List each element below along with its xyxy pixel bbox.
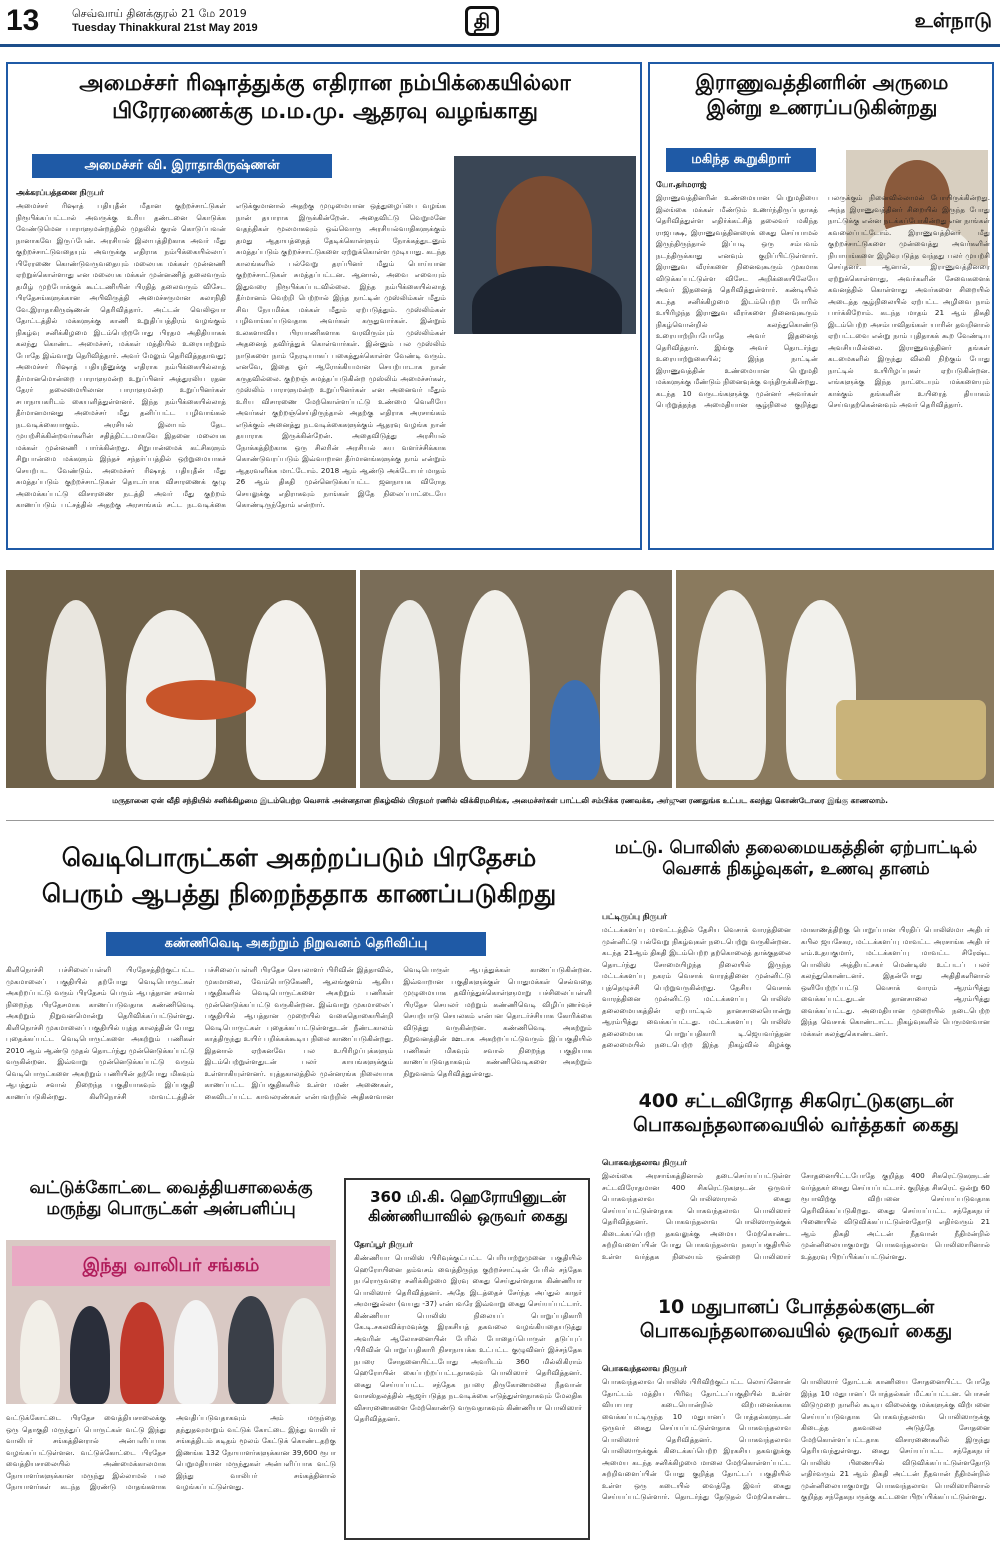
story-cigarettes-byline: பொகவந்தலாவ நிருபர் <box>602 1158 687 1167</box>
section-name: உள்நாடு <box>914 8 992 32</box>
vesak-photo-2 <box>360 570 672 788</box>
date-english: Tuesday Thinakkural 21st May 2019 <box>72 22 258 34</box>
story-heroin-box <box>344 1178 590 1540</box>
story-cigarettes-headline: 400 சட்டவிரோத சிகரெட்டுகளுடன் பொகவந்தலாவையில் வர்த்தகர் கைது <box>633 1090 959 1136</box>
story-vesak-police <box>598 830 994 1080</box>
story-cigarettes <box>598 1082 994 1282</box>
story-army-body: இராணுவத்தினரின் உண்மையான பெறுமதியை இலங்கை மக்கள் மீண்டும் உணர்ந்திருப்பதாகத் தெரிவித்துள்ள எதிர்க்கட்சித் தலைவர் மகிந்த ராஜபக்ஷ, இராணுவத்தினரைக் கைது செய்யாமல் இருந்திருந்தால் இப்படி ஒரு சம்பவம் நடந்திருக்காது எனவும் குறிப்பிட்டுள்ளார். இராணுவ வீரர்களை நினைவுகூரும் முகமாக விடுக்கப்பட்டுள்ள விசேட அறிக்கையிலேயே அவர் இதனைத் தெரிவித்துள்ளார். கண்டியில் கடந்த சனிக்கிழமை இடம்பெற்ற போரில் உயிரிழந்த இராணுவ வீரர்களை நினைவுகூரும் நிகழ்வொன்றில் கலந்துகொண்டு உரையாற்றியபோதே அவர் இதனைத் தெரிவித்தார். இங்கு அவர் தொடர்ந்து உரையாற்றுகையில்; இந்த நாட்டின் இராணுவத்தின் உண்மையான பெறுமதி மக்களுக்கு மீண்டும் நினைவுக்கு வந்திருக்கின்றது. கடந்த 10 வருடங்களுக்கு முன்னர் அவர்கள் பெற்றுத்தந்த அமைதியான சூழ்நிலை குறித்து பலருக்கும் நினைவில்லாமல் போயிருக்கின்றது. அந்த இராணுவத்தினர் சிறையில் இருந்த போது நாட்டுக்கு என்ன நடக்கப்போகின்றது என நாங்கள் கவலைப்பட்டோம். இராணுவத்தினர் மீது குற்றச்சாட்டுகளை முன்வைத்து அவர்களின் நியாயங்களை இழிவுபடுத்த வந்தது பலர் முயற்சி செய்தனர். ஆனால், இராணுவத்தினரை ஏற்றுக்கொள்ளாது, அவர்களின் சேவைகளைக் கவனத்தில் கொள்ளாது அவர்களை சிறையில் அடைத்த சூழ்நிலையில் ஏற்பட்ட அழிவை நாம் பார்க்கிறோம். கடந்த மாதம் 21 ஆம் திகதி இடம்பெற்ற அசம்பாவிதங்கள் யாரின் தவறினால் ஏற்பட்டவை என்று நாம் புதிதாகக் கூற வேண்டிய அவசியமில்லை. இராணுவத்தினர் தங்கள் கடமைகளில் இருந்து விலகி நிற்கும் போது நாட்டில் உயிரிழப்புகள் ஏற்படுகின்றன. எங்களுக்கு இந்த நாட்டையும் மக்களையும் காக்கும் தங்களின் உயிரைத் தியாகம் செய்வதற்கென்னவும் அவர் தெரிவித்தார். <box>656 193 990 409</box>
donation-photo <box>6 1240 336 1404</box>
story-rishad-box <box>6 62 642 550</box>
story-liquor <box>598 1290 994 1540</box>
photo-caption: மருதானை ஏன் வீதி சந்தியில் சனிக்கிழமை இடம்பெற்ற வெசாக் அன்னதான நிகழ்வில் பிரதமர் ரணில் விக்கிரமசிங்க, அமைச்சர்கள் பாட்டலி சம்பிக்க ரணவக்க, அர்ஜுன ரணதுங்க உட்பட கலந்து கொண்டோரை இங்கு காணலாம். <box>112 796 888 805</box>
newspaper-logo: தி <box>465 6 499 36</box>
story-cigarettes-body: இலங்கை அரசாங்கத்தினால் தடைசெய்யப்பட்டுள்ள சட்டவிரோதமான 400 சிகரெட்டுகளுடன் ஒருவர் பொகவந்தலாவ பொலிஸாரால் கைது செய்யப்பட்டுள்ளதாக பொகவந்தலாவ பொலிஸார் தெரிவித்தனர். பொகவந்தலாவ பொலிஸாருக்குக் கிடைக்கப்பெற்ற தகவலுக்கு அமைய மேற்கொண்ட சுற்றிவளைப்பின் போது பொகவந்தலாவ நகரப்பகுதியில் உள்ள வர்த்தக நிலையம் ஒன்றை பொலிஸார் சோதனையிட்டபோதே குறித்த 400 சிகரெட்டுகளுடன் வர்த்தகர் கைது செய்யப்பட்டார். குறித்த சிகரெட் ஒன்று 60 ரூபாவிற்கு விற்பனை செய்யப்படுவதாக தெரிவிக்கப்படுகிறது. கைது செய்யப்பட்ட சந்தேகநபர் பிணையில் விடுவிக்கப்பட்டுள்ளதோடு எதிர்வரும் 21 ஆம் திகதி அட்டன் நீதவான் நீதிமன்றில் முன்னிலையாகுமாறு பொகவந்தலாவ பொலிஸாரினால் உத்தரவு பிறப்பிக்கப்பட்டுள்ளது. <box>602 1171 990 1261</box>
story-hospital <box>6 1172 336 1542</box>
story-army-strip: மகிந்த கூறுகிறார் <box>666 148 816 172</box>
story-liquor-headline: 10 மதுபானப் போத்தல்களுடன் பொகவந்தலாவையில் ஒருவர் கைது <box>639 1296 953 1342</box>
header-divider <box>0 44 1000 47</box>
story-mines-strip: கண்ணிவெடி அகற்றும் நிறுவனம் தெரிவிப்பு <box>106 932 486 956</box>
story-rishad-byline: அக்கரப்பத்தனை நிருபர் <box>16 188 104 197</box>
story-liquor-body: பொகவந்தலாவ பொலிஸ் பிரிவிற்குட்பட்ட லொய்னோன் தோட்டம் மத்திய பிரிவு தோட்டப்பகுதியில் உள்ள வியாபார கடையொன்றில் விற்பனைக்காக வைக்கப்பட்டிருந்த 10 மதுபானப் போத்தல்களுடன் ஒருவர் கைது செய்யப்பட்டுள்ளதாக பொகவந்தலாவ பொலிஸார் தெரிவித்தனர். பொகவந்தலாவ பொலிஸாருக்குக் கிடைக்கப்பெற்ற இரகசிய தகவலுக்கு அமைய கடந்த சனிக்கிழமை மாலை மேற்கொள்ளப்பட்ட சுற்றிவளைப்பின் போது குறித்த தோட்டப் பகுதியில் உள்ள ஒரு கடையில் வைத்தே இவர் கைது செய்யப்பட்டுள்ளார். தொடர்ந்து தேடுதல் மேற்கொண்ட பொலிஸார் தோட்டக் காணியை சோதனையிட்ட போதே இந்த 10 மதுபானப் போத்தல்கள் மீட்கப்பட்டன. பொசன் விடுமுறை நாளில் கூடிய விலைக்கு மக்களுக்கு விற்பனை செய்யப்படுவதாக பொகவந்தலாவ பொலிஸாருக்கு கிடைத்த தகவலை அடுத்தே சோதனை மேற்கொள்ளப்பட்டதாக விசாரணைகளில் இருந்து தெரியவந்துள்ளது. கைது செய்யப்பட்ட சந்தேகநபர் பொலிஸ் பிணையில் விடுவிக்கப்பட்டுள்ளதோடு எதிர்வரும் 21 ஆம் திகதி அட்டன் நீதவான் நீதிமன்றில் முன்னிலையாகுமாறு பொகவந்தலாவ பொலிஸாரினால் குறித்த சந்தேகநபருக்கு கட்டளை பிறப்பிக்கப்பட்டுள்ளது. <box>602 1377 990 1501</box>
page-number: 13 <box>6 4 40 37</box>
story-rishad-headline: அமைச்சர் ரிஷாத்துக்கு எதிரான நம்பிக்கையில்லா பிரேரணைக்கு ம.ம.மு. ஆதரவு வழங்காது <box>79 71 571 124</box>
masthead-date <box>72 6 258 36</box>
story-vesak-headline: மட்டு. பொலிஸ் தலைமையகத்தின் ஏற்பாட்டில் வெசாக் நிகழ்வுகள், உணவு தானம் <box>614 838 978 880</box>
story-mines <box>6 830 592 1170</box>
story-vesak-byline: பட்டிருப்பு நிருபர் <box>602 912 667 921</box>
vesak-photo-strip <box>6 570 994 788</box>
story-rishad-body: அமைச்சர் ரிஷாத் பதியுதீன் மீதான குற்றச்சாட்டுகள் நிரூபிக்கப்பட்டால் அவருக்கு உரிய தண்டனை கொடுக்க வேண்டுமென பாராளுமன்றத்தில் முதலில் குரல் கொடுப்பவன் நானாகவே இருப்பேன். அரசியல் இலாபத்திற்காக அவர் மீது குற்றச்சாட்டுவதையும் அவருக்கு எதிராக நம்பிக்கையில்லாப் பிரேரணை கொண்டுவருவதையும் மலையக மக்கள் முன்னணி ஏற்றுக்கொள்ளாது என மலையக மக்கள் முன்னணித் தலைவரும் தமிழ் முற்போக்குக் கூட்டணியின் பிரதித் தலைவரும் விசேட பிரதேசங்களுக்கான அபிவிருத்தி அமைச்சருமான கலாநிதி வே.இராதாகிருஷ்ணன் தெரிவித்தார். அட்டன் வெலிஓயா தோட்டத்தில் மக்களுக்கு காணி உறுதிப்பத்திரம் வழங்கும் நிகழ்வு சனிக்கிழமை இடம்பெற்றபோது பிரதம அதிதியாகக் கலந்து கொண்ட அமைச்சர், மக்கள் மத்தியில் உரையாற்றும் போதே இவ்வாறு தெரிவித்தார். அவர் மேலும் தெரிவித்ததாவது; அமைச்சர் ரிஷாத் பதியுதீனுக்கு எதிராக நம்பிக்கையில்லாத் தீர்மானமொன்றை பாராளுமன்ற உறுப்பினர் அத்துரலிய ரதன தேரர் தலைமையிலான பாராளுமன்ற உறுப்பினர்கள் சபாநாயகரிடம் கையளித்துள்ளனர். இந்த நம்பிக்கையில்லாத் தீர்மானமானது அமைச்சர் மீது தனிப்பட்ட பழிவாங்கல் நடவடிக்கையாகும். அரசியல் இலாபம் தேட முயற்சிக்கின்றவர்களின் சதித்திட்டமாகவே இதனை மலையக மக்கள் முன்னணி பார்க்கின்றது. சிறுபான்மைக் கட்சிகளும் சிறுபான்மை மக்களும் இந்தச் சந்தர்ப்பத்தில் ஒற்றுமையாகச் செயற்பட வேண்டும். அமைச்சர் ரிஷாத் பதியுதீன் மீது சுமத்தப்படும் குற்றச்சாட்டுகள் தொடர்பாக விசாரணைக் குழு அமைக்கப்பட்டு விசாரணை நடத்தி அவர் மீது குற்றம் காணப்படும் பட்சத்தில் அதற்கு அரசாங்கம் சட்ட நடவடிக்கை எடுக்குமானால் அதற்கு முழுமையான ஒத்துழைப்பை வழங்க நான் தயாராக இருக்கின்றேன். அதைவிட்டு வெறுமனே வதந்திகள் மூலமாகவும் ஒவ்வொரு அரசியல்வாதிகளுக்கும் தமது ஆதாயத்தைத் தேடிக்கொள்ளும் நோக்கத்துடனும் சுமத்தப்படும் குற்றச்சாட்டுகளை ஏற்றுக்கொள்ள முடியாது. கடந்த காலங்களில் பல்வேறு தரப்பினர் மீதும் பொய்யான குற்றச்சாட்டுகள் சுமத்தப்பட்டன. ஆனால், அவை எவையும் இதுவரை நிரூபிக்கப்படவில்லை. இந்த நம்பிக்கையில்லாத் தீர்மானம் வெற்றி பெற்றால் இந்த நாட்டின் முஸ்லிம்கள் மீதும் சிவ நேயமிக்க மக்கள் மீதும் ஏற்படுத்தும். முஸ்லிம்கள் பழிவாங்கப்படுவதாக அவர்கள் கருதுவார்கள். இன்றும் உலகளாவிய பிரயாணிகளாக வரவிரும்பும் முஸ்லிம்கள் அதனைத் தவிர்த்துக் கொள்வார்கள். இன்னும் பல முஸ்லிம் நாடுகளை நாம் நேரடியாகப் பகைத்துக்கொள்ள வேண்டி வரும். எனவே, இதை ஓர் ஆரோக்கியமான செயற்பாடாக நான் கருதவில்லை. குற்றஞ் சுமத்தப்படுகின்ற முஸ்லிம் அமைச்சர்கள், முஸ்லிம் பாராளுமன்ற உறுப்பினர்கள் என அனைவர் மீதும் உரிய விசாரணை மேற்கொள்ளப்பட்டு உண்மை வெளியே அவர்கள் குற்றஞ்செய்திருந்தால் அதற்கு எதிராக அரசாங்கம் எடுக்கும் அனைத்து நடவடிக்கைகளுக்கும் ஆதரவு வழங்க நான் தயாராக இருக்கின்றேன். அதைவிடுத்து அரசியல் நோக்கத்திற்காக ஒரு சிலரின் அரசியல் சுய வளர்ச்சிக்காக கொண்டுவரப்படும் இவ்வாறான தீர்மானங்களுக்கு நாம் என்றும் ஆதரவளிக்க மாட்டோம். 2018 ஆம் ஆண்டு அக்டோபர் மாதம் 26 ஆம் திகதி முன்னெடுக்கப்பட்ட ஜனநாயக விரோத செயலுக்கு எதிராகவும் நாங்கள் இதே நிலைப்பாட்டையே கொண்டிருந்தோம் என்றார். <box>16 201 446 509</box>
story-army-headline: இராணுவத்தினரின் அருமை இன்று உணரப்படுகின்றது <box>695 70 949 119</box>
minister-photo <box>454 156 636 334</box>
story-hospital-body: வட்டுக்கோட்டை பிரதேச வைத்தியசாலைக்கு ஒரு தொகுதி மருந்துப் பொருட்கள் வட்டு இந்து வாலிபர் சங்கத்தினரால் அன்பளிப்பாக வழங்கப்பட்டுள்ளன. வட்டுக்கோட்டை பிரதேச வைத்தியசாலையில் அண்மைக்காலமாக நோயாளர்களுக்கான மருந்து இல்லாமல் பல நோயாளர்கள் கடந்த இரண்டு மாதங்களாக அவதிப்படுவதாகவும் அம் மருந்தை தந்துதவுமாறும் வட்டுக் கோட்டை இந்து வாலிபர் சங்கத்திடம் கடிதம் மூலம் கேட்டுக் கொண்டதற்கு இணங்க 132 நோயாளர்களுக்கான 39,600 ரூபா பெறுமதியான மருந்துகள் அன்பளிப்பாக வட்டு இந்து வாலிபர் சங்கத்தினால் வழங்கப்பட்டுள்ளது. <box>6 1413 336 1491</box>
story-mines-headline: வெடிபொருட்கள் அகற்றப்படும் பிரதேசம் பெரும் ஆபத்து நிறைந்ததாக காணப்படுகிறது <box>41 843 557 909</box>
story-army-byline: யோ.தர்மராஜ் <box>656 180 707 189</box>
story-heroin-byline: தோப்பூர் நிருபர் <box>354 1240 413 1249</box>
story-rishad-body-cont <box>454 342 636 546</box>
story-rishad-strip: அமைச்சர் வி. இராதாகிருஷ்ணன் <box>32 154 332 178</box>
vesak-photo-1 <box>6 570 356 788</box>
story-vesak-body: மட்டக்களப்பு மாவட்டத்தில் தேசிய வெசாக் வாரத்தினை முன்னிட்டு பல்வேறு நிகழ்வுகள் நடைபெற்று வருகின்றன. கடந்த 21ஆம் திகதி இடம்பெற்ற தற்கொலைத் தாக்குதலை தொடர்ந்து சோமையிழந்த நிலையில் இருந்த மட்டக்களப்பு நகரம் வெசாக் வாரத்தினை முன்னிட்டு புத்தெழுச்சி பெற்றுவருகின்றது. தேசிய வெசாக் வாரத்தினை முன்னிட்டு மட்டக்களப்பு பொலிஸ் தலைமையகத்தின் ஏற்பாட்டில் தானசாலையொன்று ஆரம்பித்து வைக்கப்பட்டது. மட்டக்களப்பு பொலிஸ் தலைமையக பொறுப்பதிகாரி டி.ஜெயவர்த்தன தலைமையில் நடைபெற்ற இந்த நிகழ்வில் கிழக்கு மாகாணத்திற்கு பொறுப்பான பிரதிப் பொலிஸ்மா அதிபர் கபில ஜயசேகர, மட்டக்களப்பு மாவட்ட அரசாங்க அதிபர் எம்.உதயகுமார், மட்டக்களப்பு மாவட்ட சிரேஷ்ட பொலிஸ் அத்தியட்சகர் மெண்டிஸ் உட்படப் பலர் கலந்துகொண்டனர். இதன்போது அதிதிகளினால் ஒளியேற்றப்பட்டு வெசாக் வாரம் ஆரம்பித்து வைக்கப்பட்டதுடன் தானசாலை ஆரம்பித்து வைக்கப்பட்டது. அமைதியான முறையில் நடைபெற்ற இந்த வெசாக் கொண்டாட்ட நிகழ்வுகளில் பெருமளவான மக்கள் கலந்துகொண்டனர். <box>602 925 990 1049</box>
section-divider <box>6 820 994 821</box>
story-heroin-headline: 360 மி.கி. ஹெரோயினுடன் கிண்ணியாவில் ஒருவர் கைது <box>368 1188 568 1225</box>
story-liquor-byline: பொகவந்தலாவ நிருபர் <box>602 1364 687 1373</box>
story-army-box <box>648 62 994 550</box>
story-heroin-body: கிண்ணியா பொலிஸ் பிரிவுக்குட்பட்ட பெரியாற்றுமுனை பகுதியில் ஹெரோயினை தம்வசம் வைத்திருந்த குற்றச்சாட்டின் பேரில் சந்தேக நபரொருவரை சனிக்கிழமை இரவு கைது செய்துள்ளதாக கிண்ணியா பொலிஸார் தெரிவித்தனர். அதே இடத்தைச் சேர்ந்த அப்துல் காதர் அமானுல்லா (வயது -37) என்பவரே இவ்வாறு கைது செய்யப்பட்டார். கிண்ணியா பொலிஸ் நிலையப் பொறுப்பதிகாரி கே.டி.சகலவிக்ரமவுக்கு இரகசியத் தகவலை வழங்கியதையடுத்து அவரின் ஆலோசனையின் பேரில் போதைப்பொருள் தடுப்புப் பிரிவின் பொறுப்பதிகாரி நிசாநாயக்க உட்பட்ட குழுவினர் இச்சந்தேக நபரை சோதனையிட்டபோது அவரிடம் 360 மில்லிகிராம் ஹெரோயின் கைப்பற்றப்பட்டதாகவும் பொலிஸார் தெரிவித்தனர். கைது செய்யப்பட்ட சந்தேக நபரை திருகோணமலை நீதவான் வாசஸ்தலத்தில் ஆஜர்படுத்த நடவடிக்கை எடுத்துள்ளதாகவும் மேலதிக விசாரணைகளை மேற்கொண்டு வருவதாகவும் கிண்ணியா பொலிஸார் தெரிவித்தனர். <box>354 1253 582 1423</box>
vesak-photo-3 <box>676 570 994 788</box>
story-hospital-headline: வட்டுக்கோட்டை வைத்தியசாலைக்கு மருந்து பொருட்கள் அன்பளிப்பு <box>29 1178 313 1220</box>
story-mines-body: கிளிநொச்சி பச்சிலைப்பள்ளி பிரதேசத்திற்குட்பட்ட முகமாலைப் பகுதியில் தற்போது வெடிபொருட்கள் அகற்றப்பட்டு வரும் பிரதேசம் பெரும் ஆபத்தான சவால் நிறைந்த பிரதேசமாக காணப்படுவதாக கண்ணிவெடி அகற்றும் நிறுவனமொன்று தெரிவிக்கப்பட்டுள்ளது. கிளிநொச்சி முகமாலைப் பகுதியில் யுத்த காலத்தின் போது புதைக்கப்பட்ட வெடிபொருட்களை அகற்றும் பணிகள் 2010 ஆம் ஆண்டு முதல் தொடர்ந்து முன்னெடுக்கப்பட்டு வருகின்றன. இவ்வாறு முன்னெடுக்கப்பட்டு வரும் வெடிபொருட்களை அகற்றும் பணியின் தற்போது மிகவும் ஆபத்தும் சவால் நிறைந்த பகுதியாகவும் இப்பகுதி காணப்படுகின்றது. கிளிநொச்சி மாவட்டத்தின் பச்சிலைப்பள்ளி பிரதேச செயலாளர் பிரிவின் இத்தாவில், முகமாலை, வேம்பொடுகேணி, ஆலங்குளம் ஆகிய பகுதிகளில் வெடிபொருட்களை அகற்றும் பணிகள் முன்னெடுக்கப்பட்டு வருகின்றன. இவ்வாறு முகமாலைப் பகுதியில் ஆபத்தான முறையில் வகைதொகையின்றி வெடிபொருட்கள் புதைக்கப்பட்டுள்ளதுடன் நீண்டகாலம் காத்திருந்து உயிர் பறிக்கக்கூடிய நிலை காணப்படுகின்றது. இதனால் ஏற்கனவே பல உயிரிழப்புக்களும் இடம்பெற்றுள்ளதுடன் பலர் காயங்களுக்கும் உள்ளாகியுள்ளனர். யுத்தகாலத்தில் முன்னரங்க நிலையாக காணப்பட்ட இப்பகுதிகளில் உள்ள மண் அணைகள், கைவிடப்பட்ட காவலரண்கள் என்பவற்றில் அதிகளவான வெடிபொருள் ஆபத்துக்கள் காணப்படுகின்றன. இவ்வாறான பகுதிகளுக்குள் பொதுமக்கள் செல்வதை முழுமையாக தவிர்த்துக்கொள்ளுமாறு பச்சிலைப்பள்ளி பிரதேச செயலர் மற்றும் கண்ணிவெடி விழிப்புணர்வுச் செயற்பாடு செயலகம் என்பன தொடர்ச்சியாக கோரிக்கை விடுத்து வருகின்றன. கண்ணிவெடி அகற்றும் நிறுவனத்தின் ஊடாக அகற்றப்பட்டுவரும் இப்பகுதியில் பணிகள் மிகவும் சவால் நிறைந்த பகுதியாக காணப்படுவதாகவும் கண்ணிவெடிகளை அகற்றும் நிறுவனம் தெரிவித்துள்ளது. <box>6 965 592 1101</box>
photo-banner-sign: இந்து வாலிபர் சங்கம் <box>12 1246 330 1286</box>
date-tamil: செவ்வாய் தினக்குரல் 21 மே 2019 <box>72 7 247 20</box>
